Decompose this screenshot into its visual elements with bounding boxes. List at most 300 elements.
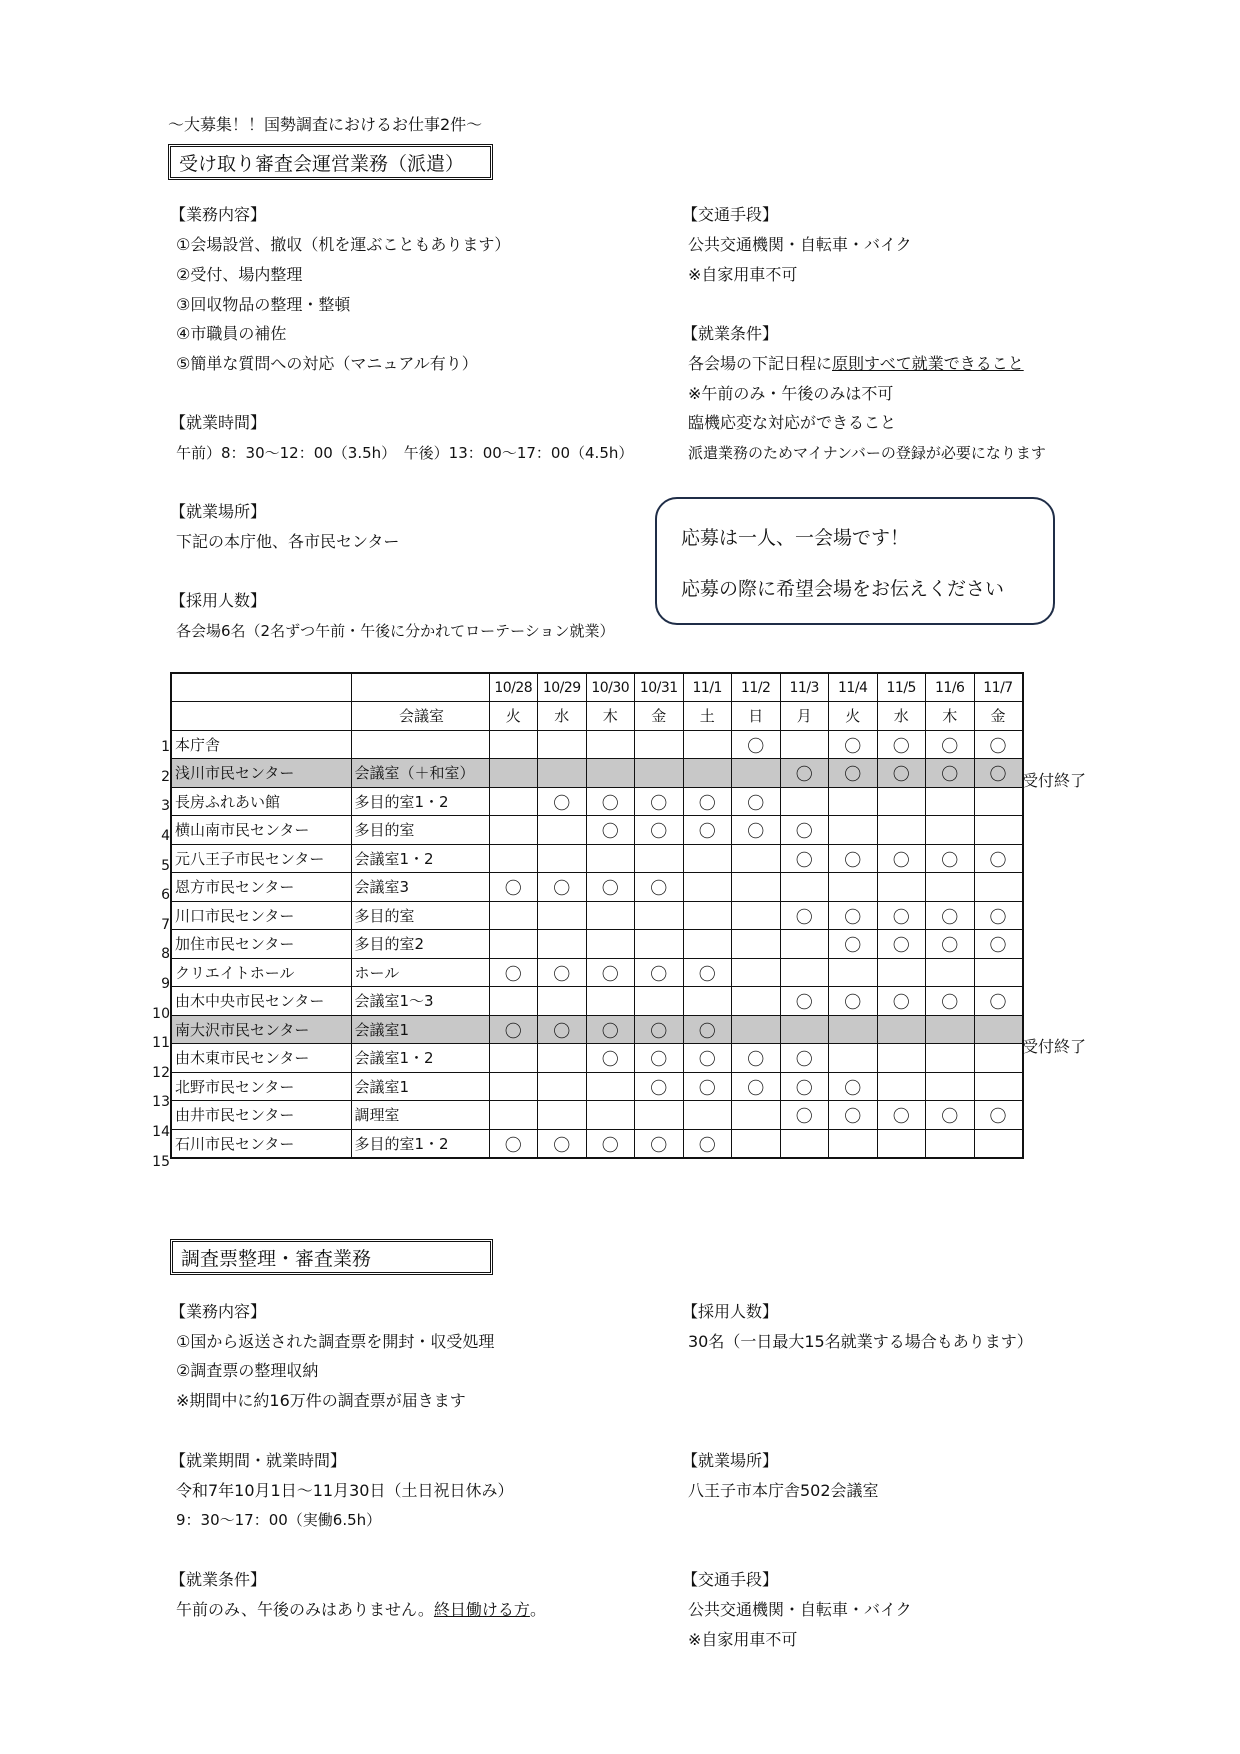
empty-day-cell — [683, 1101, 732, 1130]
empty-day-cell — [974, 1015, 1023, 1044]
s1-duty-item: ①会場設営、撤収（机を運ぶこともあります） — [176, 235, 511, 254]
venue-room: 会議室（＋和室） — [351, 759, 489, 788]
empty-day-cell — [877, 1015, 926, 1044]
venue-row — [171, 958, 1023, 987]
s2-place-heading: 【就業場所】 — [682, 1451, 779, 1470]
empty-day-cell — [732, 873, 781, 902]
date-header-cell: 11/3 — [780, 673, 829, 702]
empty-day-cell — [489, 730, 538, 759]
weekday-header-cell: 水 — [877, 702, 926, 731]
empty-day-cell — [489, 1101, 538, 1130]
reception-closed-label: 受付終了 — [1022, 1037, 1087, 1057]
empty-day-cell — [829, 1015, 878, 1044]
venue-name: 北野市民センター — [171, 1072, 351, 1101]
empty-day-cell — [489, 787, 538, 816]
weekday-header-cell: 木 — [926, 702, 975, 731]
weekday-header-cell: 土 — [683, 702, 732, 731]
date-header-cell: 10/31 — [635, 673, 684, 702]
empty-day-cell — [732, 958, 781, 987]
empty-day-cell — [489, 901, 538, 930]
available-mark: 〇 — [489, 1129, 538, 1158]
s1-condition-4: 派遣業務のためマイナンバーの登録が必要になります — [688, 444, 1046, 462]
available-mark: 〇 — [780, 1072, 829, 1101]
empty-day-cell — [974, 787, 1023, 816]
row-number: 12 — [152, 1064, 170, 1081]
empty-day-cell — [732, 759, 781, 788]
s1-hours: 午前）8：30～12：00（3.5h） 午後）13：00～17：00（4.5h） — [176, 444, 634, 462]
s2-period-heading: 【就業期間・就業時間】 — [170, 1451, 347, 1470]
venue-name: 加住市民センター — [171, 930, 351, 959]
empty-day-cell — [538, 1072, 587, 1101]
available-mark: 〇 — [926, 901, 975, 930]
venue-row — [171, 816, 1023, 845]
available-mark: 〇 — [635, 873, 684, 902]
s2-hire-heading: 【採用人数】 — [682, 1302, 779, 1321]
row-number: 7 — [161, 916, 170, 933]
available-mark: 〇 — [586, 873, 635, 902]
empty-day-cell — [635, 1101, 684, 1130]
s1-condition-3: 臨機応変な対応ができること — [688, 413, 897, 432]
s2-place: 八王子市本庁舎502会議室 — [688, 1481, 879, 1500]
available-mark: 〇 — [586, 787, 635, 816]
empty-day-cell — [780, 787, 829, 816]
empty-day-cell — [877, 958, 926, 987]
available-mark: 〇 — [877, 930, 926, 959]
empty-day-cell — [780, 730, 829, 759]
available-mark: 〇 — [635, 787, 684, 816]
venue-name: 元八王子市民センター — [171, 844, 351, 873]
empty-day-cell — [780, 958, 829, 987]
section2-title: 調査票整理・審査業務 — [170, 1239, 493, 1275]
callout-line-1: 応募は一人、一会場です！ — [681, 527, 910, 549]
available-mark: 〇 — [926, 1101, 975, 1130]
date-header-cell: 10/29 — [538, 673, 587, 702]
date-header-cell: 10/28 — [489, 673, 538, 702]
empty-day-cell — [829, 873, 878, 902]
available-mark: 〇 — [829, 1072, 878, 1101]
available-mark: 〇 — [683, 816, 732, 845]
section1-title: 受け取り審査会運営業務（派遣） — [168, 144, 493, 180]
available-mark: 〇 — [538, 1015, 587, 1044]
available-mark: 〇 — [974, 930, 1023, 959]
row-number: 11 — [152, 1035, 170, 1052]
empty-day-cell — [926, 1015, 975, 1044]
date-header-cell: 11/2 — [732, 673, 781, 702]
empty-day-cell — [974, 816, 1023, 845]
venue-row — [171, 987, 1023, 1016]
s1-condition-1 — [688, 354, 1024, 374]
s2-condition — [176, 1600, 546, 1620]
empty-day-cell — [683, 759, 732, 788]
venue-name: 南大沢市民センター — [171, 1015, 351, 1044]
empty-day-cell — [635, 987, 684, 1016]
weekday-header-cell: 水 — [538, 702, 587, 731]
venue-name: 由井市民センター — [171, 1101, 351, 1130]
empty-day-cell — [489, 844, 538, 873]
application-callout — [655, 497, 1055, 625]
empty-day-cell — [877, 787, 926, 816]
weekday-header-cell: 火 — [829, 702, 878, 731]
row-number: 6 — [161, 887, 170, 904]
available-mark: 〇 — [780, 844, 829, 873]
empty-day-cell — [732, 901, 781, 930]
empty-day-cell — [586, 844, 635, 873]
empty-day-cell — [538, 987, 587, 1016]
empty-day-cell — [538, 1101, 587, 1130]
available-mark: 〇 — [635, 1015, 684, 1044]
venue-name: 長房ふれあい館 — [171, 787, 351, 816]
available-mark: 〇 — [732, 1072, 781, 1101]
available-mark: 〇 — [683, 787, 732, 816]
s2-duties-heading: 【業務内容】 — [170, 1302, 267, 1321]
available-mark: 〇 — [586, 1015, 635, 1044]
weekday-header-row — [171, 702, 1023, 731]
header-blank — [351, 673, 489, 702]
empty-day-cell — [635, 844, 684, 873]
empty-day-cell — [489, 1044, 538, 1073]
empty-day-cell — [683, 930, 732, 959]
available-mark: 〇 — [974, 759, 1023, 788]
available-mark: 〇 — [538, 1129, 587, 1158]
empty-day-cell — [586, 930, 635, 959]
venue-name: 浅川市民センター — [171, 759, 351, 788]
empty-day-cell — [974, 1072, 1023, 1101]
empty-day-cell — [489, 1072, 538, 1101]
empty-day-cell — [829, 816, 878, 845]
empty-day-cell — [974, 873, 1023, 902]
available-mark: 〇 — [877, 901, 926, 930]
venue-row — [171, 1101, 1023, 1130]
available-mark: 〇 — [683, 958, 732, 987]
empty-day-cell — [683, 987, 732, 1016]
venue-name: 由木東市民センター — [171, 1044, 351, 1073]
available-mark: 〇 — [586, 958, 635, 987]
empty-day-cell — [538, 901, 587, 930]
date-header-cell: 11/4 — [829, 673, 878, 702]
available-mark: 〇 — [780, 1044, 829, 1073]
row-number: 15 — [152, 1153, 170, 1170]
available-mark: 〇 — [635, 958, 684, 987]
empty-day-cell — [877, 816, 926, 845]
s1-place-heading: 【就業場所】 — [170, 502, 267, 521]
venue-room: 会議室1・2 — [351, 1044, 489, 1073]
empty-day-cell — [732, 1129, 781, 1158]
available-mark: 〇 — [829, 1101, 878, 1130]
empty-day-cell — [780, 1129, 829, 1158]
empty-day-cell — [926, 1129, 975, 1158]
empty-day-cell — [538, 759, 587, 788]
venue-room: 多目的室1・2 — [351, 1129, 489, 1158]
available-mark: 〇 — [780, 1101, 829, 1130]
s2-duty-item: ②調査票の整理収納 — [176, 1361, 319, 1380]
available-mark: 〇 — [926, 759, 975, 788]
venue-row — [171, 730, 1023, 759]
s2-transport-note: ※自家用車不可 — [688, 1630, 798, 1649]
empty-day-cell — [489, 930, 538, 959]
venue-row — [171, 1129, 1023, 1158]
s1-duty-item: ⑤簡単な質問への対応（マニュアル有り） — [176, 354, 478, 373]
s1-duties-heading: 【業務内容】 — [170, 205, 267, 224]
s1-condition-prefix: 各会場の下記日程に — [688, 354, 833, 373]
available-mark: 〇 — [683, 1015, 732, 1044]
available-mark: 〇 — [974, 1101, 1023, 1130]
empty-day-cell — [732, 930, 781, 959]
empty-day-cell — [586, 987, 635, 1016]
available-mark: 〇 — [586, 1129, 635, 1158]
available-mark: 〇 — [974, 844, 1023, 873]
available-mark: 〇 — [926, 844, 975, 873]
available-mark: 〇 — [683, 1072, 732, 1101]
empty-day-cell — [877, 1072, 926, 1101]
available-mark: 〇 — [586, 1044, 635, 1073]
date-header-cell: 11/6 — [926, 673, 975, 702]
available-mark: 〇 — [829, 730, 878, 759]
empty-day-cell — [635, 901, 684, 930]
s1-transport-heading: 【交通手段】 — [682, 205, 779, 224]
empty-day-cell — [829, 1129, 878, 1158]
empty-day-cell — [538, 930, 587, 959]
empty-day-cell — [538, 730, 587, 759]
weekday-header-cell: 木 — [586, 702, 635, 731]
available-mark: 〇 — [829, 844, 878, 873]
available-mark: 〇 — [489, 958, 538, 987]
venue-room: 会議室1 — [351, 1072, 489, 1101]
available-mark: 〇 — [538, 787, 587, 816]
empty-day-cell — [877, 873, 926, 902]
header-blank — [171, 702, 351, 731]
empty-day-cell — [926, 958, 975, 987]
available-mark: 〇 — [635, 1044, 684, 1073]
available-mark: 〇 — [586, 816, 635, 845]
venue-room: 多目的室2 — [351, 930, 489, 959]
s2-conditions-heading: 【就業条件】 — [170, 1570, 267, 1589]
available-mark: 〇 — [732, 730, 781, 759]
s1-condition-2: ※午前のみ・午後のみは不可 — [688, 384, 894, 403]
empty-day-cell — [829, 787, 878, 816]
empty-day-cell — [586, 901, 635, 930]
s1-duty-item: ③回収物品の整理・整頓 — [176, 295, 351, 314]
empty-day-cell — [586, 1101, 635, 1130]
s2-condition-prefix: 午前のみ、午後のみはありません。 — [176, 1600, 434, 1619]
empty-day-cell — [780, 1015, 829, 1044]
available-mark: 〇 — [489, 1015, 538, 1044]
venue-row — [171, 759, 1023, 788]
weekday-header-cell: 日 — [732, 702, 781, 731]
available-mark: 〇 — [780, 987, 829, 1016]
venue-room — [351, 730, 489, 759]
empty-day-cell — [974, 1044, 1023, 1073]
page-headline: ～大募集！！国勢調査におけるお仕事2件～ — [168, 115, 483, 134]
empty-day-cell — [926, 787, 975, 816]
weekday-header-cell: 金 — [974, 702, 1023, 731]
venue-room: 調理室 — [351, 1101, 489, 1130]
s1-hire-heading: 【採用人数】 — [170, 591, 267, 610]
venue-room: 会議室3 — [351, 873, 489, 902]
s2-transport: 公共交通機関・自転車・バイク — [688, 1600, 912, 1619]
venue-row — [171, 844, 1023, 873]
available-mark: 〇 — [974, 987, 1023, 1016]
empty-day-cell — [732, 1015, 781, 1044]
available-mark: 〇 — [926, 987, 975, 1016]
s1-conditions-heading: 【就業条件】 — [682, 324, 779, 343]
date-header-row — [171, 673, 1023, 702]
available-mark: 〇 — [538, 873, 587, 902]
row-number: 5 — [161, 857, 170, 874]
available-mark: 〇 — [926, 930, 975, 959]
venue-name: 石川市民センター — [171, 1129, 351, 1158]
empty-day-cell — [732, 987, 781, 1016]
empty-day-cell — [974, 958, 1023, 987]
available-mark: 〇 — [683, 1129, 732, 1158]
venue-room: 会議室1・2 — [351, 844, 489, 873]
s2-transport-heading: 【交通手段】 — [682, 1570, 779, 1589]
available-mark: 〇 — [780, 759, 829, 788]
date-header-cell: 10/30 — [586, 673, 635, 702]
empty-day-cell — [829, 958, 878, 987]
empty-day-cell — [683, 730, 732, 759]
venue-room: 多目的室 — [351, 816, 489, 845]
venue-name: クリエイトホール — [171, 958, 351, 987]
venue-name: 本庁舎 — [171, 730, 351, 759]
s1-place: 下記の本庁他、各市民センター — [176, 532, 400, 551]
venue-row — [171, 1044, 1023, 1073]
empty-day-cell — [974, 1129, 1023, 1158]
s1-duty-item: ④市職員の補佐 — [176, 324, 287, 343]
available-mark: 〇 — [877, 987, 926, 1016]
available-mark: 〇 — [635, 816, 684, 845]
row-number: 10 — [152, 1005, 170, 1022]
venue-row — [171, 787, 1023, 816]
venue-name: 由木中央市民センター — [171, 987, 351, 1016]
available-mark: 〇 — [829, 759, 878, 788]
s1-transport-note: ※自家用車不可 — [688, 265, 798, 284]
empty-day-cell — [877, 1044, 926, 1073]
reception-closed-label: 受付終了 — [1022, 770, 1087, 790]
empty-day-cell — [635, 759, 684, 788]
venue-row — [171, 873, 1023, 902]
venue-name: 横山南市民センター — [171, 816, 351, 845]
s2-hire: 30名（一日最大15名就業する場合もあります） — [688, 1332, 1033, 1351]
s2-period: 令和7年10月1日～11月30日（土日祝日休み） — [176, 1481, 514, 1500]
available-mark: 〇 — [974, 901, 1023, 930]
venue-room: 会議室1 — [351, 1015, 489, 1044]
date-header-cell: 11/7 — [974, 673, 1023, 702]
available-mark: 〇 — [877, 1101, 926, 1130]
empty-day-cell — [586, 759, 635, 788]
header-blank — [171, 673, 351, 702]
s2-time: 9：30～17：00（実働6.5h） — [176, 1511, 382, 1529]
available-mark: 〇 — [829, 987, 878, 1016]
venue-row — [171, 901, 1023, 930]
row-number: 13 — [152, 1094, 170, 1111]
row-number: 2 — [161, 768, 170, 785]
weekday-header-cell: 月 — [780, 702, 829, 731]
venue-row — [171, 930, 1023, 959]
empty-day-cell — [780, 930, 829, 959]
empty-day-cell — [538, 816, 587, 845]
available-mark: 〇 — [829, 901, 878, 930]
empty-day-cell — [780, 873, 829, 902]
empty-day-cell — [635, 930, 684, 959]
empty-day-cell — [538, 1044, 587, 1073]
empty-day-cell — [586, 1072, 635, 1101]
available-mark: 〇 — [877, 759, 926, 788]
s2-condition-underlined: 終日働ける方 — [433, 1600, 530, 1619]
empty-day-cell — [732, 1101, 781, 1130]
row-number: 3 — [161, 798, 170, 815]
venue-row — [171, 1072, 1023, 1101]
available-mark: 〇 — [732, 816, 781, 845]
venue-room: ホール — [351, 958, 489, 987]
s1-hours-heading: 【就業時間】 — [170, 413, 267, 432]
empty-day-cell — [489, 987, 538, 1016]
weekday-header-cell: 火 — [489, 702, 538, 731]
empty-day-cell — [586, 730, 635, 759]
empty-day-cell — [926, 873, 975, 902]
available-mark: 〇 — [635, 1129, 684, 1158]
venue-room: 多目的室1・2 — [351, 787, 489, 816]
room-column-header: 会議室 — [351, 702, 489, 731]
row-number: 4 — [161, 828, 170, 844]
row-number: 1 — [161, 739, 170, 756]
s1-condition-underlined: 原則すべて就業できること — [832, 354, 1024, 373]
empty-day-cell — [538, 844, 587, 873]
available-mark: 〇 — [926, 730, 975, 759]
available-mark: 〇 — [732, 1044, 781, 1073]
s2-duty-item: ※期間中に約16万件の調査票が届きます — [176, 1391, 466, 1410]
available-mark: 〇 — [732, 787, 781, 816]
available-mark: 〇 — [877, 730, 926, 759]
empty-day-cell — [683, 873, 732, 902]
row-number: 9 — [161, 976, 170, 992]
row-number: 8 — [161, 946, 170, 963]
weekday-header-cell: 金 — [635, 702, 684, 731]
s1-hire: 各会場6名（2名ずつ午前・午後に分かれてローテーション就業） — [176, 622, 615, 640]
row-number: 14 — [152, 1124, 170, 1140]
available-mark: 〇 — [780, 901, 829, 930]
s1-transport: 公共交通機関・自転車・バイク — [688, 235, 912, 254]
available-mark: 〇 — [635, 1072, 684, 1101]
available-mark: 〇 — [683, 1044, 732, 1073]
s1-duty-item: ②受付、場内整理 — [176, 265, 303, 284]
s2-condition-suffix: 。 — [529, 1600, 546, 1619]
venue-room: 多目的室 — [351, 901, 489, 930]
callout-line-2: 応募の際に希望会場をお伝えください — [681, 578, 1005, 600]
empty-day-cell — [489, 759, 538, 788]
available-mark: 〇 — [877, 844, 926, 873]
empty-day-cell — [489, 816, 538, 845]
s2-duty-item: ①国から返送された調査票を開封・収受処理 — [176, 1332, 495, 1351]
venue-schedule-table — [170, 672, 1024, 1159]
available-mark: 〇 — [538, 958, 587, 987]
venue-row — [171, 1015, 1023, 1044]
venue-name: 川口市民センター — [171, 901, 351, 930]
empty-day-cell — [635, 730, 684, 759]
empty-day-cell — [926, 1044, 975, 1073]
empty-day-cell — [829, 1044, 878, 1073]
date-header-cell: 11/1 — [683, 673, 732, 702]
empty-day-cell — [926, 1072, 975, 1101]
available-mark: 〇 — [829, 930, 878, 959]
empty-day-cell — [732, 844, 781, 873]
available-mark: 〇 — [489, 873, 538, 902]
empty-day-cell — [683, 901, 732, 930]
empty-day-cell — [877, 1129, 926, 1158]
available-mark: 〇 — [780, 816, 829, 845]
empty-day-cell — [926, 816, 975, 845]
venue-name: 恩方市民センター — [171, 873, 351, 902]
available-mark: 〇 — [974, 730, 1023, 759]
